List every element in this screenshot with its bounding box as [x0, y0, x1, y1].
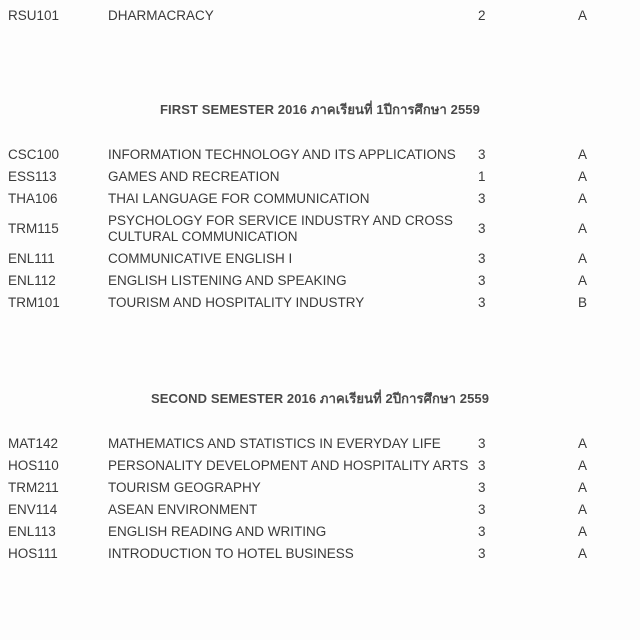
course-title: ENGLISH READING AND WRITING	[108, 524, 327, 539]
table-row	[0, 546, 640, 568]
course-credits: 3	[478, 436, 486, 451]
course-title: INTRODUCTION TO HOTEL BUSINESS	[108, 546, 354, 561]
course-grade: A	[578, 251, 588, 266]
table-row	[0, 295, 640, 317]
table-row	[0, 524, 640, 546]
course-grade: A	[578, 8, 588, 23]
course-credits: 3	[478, 147, 486, 162]
course-grade: B	[578, 295, 588, 310]
course-title: TOURISM AND HOSPITALITY INDUSTRY	[108, 295, 365, 310]
course-title: DHARMACRACY	[108, 8, 214, 23]
course-credits: 3	[478, 191, 486, 206]
course-title: ASEAN ENVIRONMENT	[108, 502, 258, 517]
course-credits: 3	[478, 273, 486, 288]
course-title: INFORMATION TECHNOLOGY AND ITS APPLICATIONS	[108, 147, 456, 162]
course-grade: A	[578, 458, 588, 473]
course-title: COMMUNICATIVE ENGLISH I	[108, 251, 293, 266]
table-row	[0, 436, 640, 458]
course-credits: 2	[478, 8, 486, 23]
course-grade: A	[578, 191, 588, 206]
course-code: THA106	[8, 191, 58, 206]
table-row	[0, 8, 640, 30]
course-code: ENL111	[8, 251, 55, 266]
table-row	[0, 213, 640, 251]
course-code: TRM115	[8, 221, 59, 236]
course-grade: A	[578, 436, 588, 451]
course-credits: 3	[478, 295, 486, 310]
course-title: THAI LANGUAGE FOR COMMUNICATION	[108, 191, 370, 206]
course-title: MATHEMATICS AND STATISTICS IN EVERYDAY LIFE	[108, 436, 441, 451]
table-row	[0, 502, 640, 524]
course-code: TRM101	[8, 295, 60, 310]
course-grade: A	[578, 147, 588, 162]
course-title: ENGLISH LISTENING AND SPEAKING	[108, 273, 347, 288]
course-title: PSYCHOLOGY FOR SERVICE INDUSTRY AND CROSS CULTURAL COMMUNICATION	[108, 213, 453, 244]
course-grade: A	[578, 546, 588, 561]
course-code: CSC100	[8, 147, 60, 162]
table-row	[0, 458, 640, 480]
course-credits: 3	[478, 480, 486, 495]
table-row	[0, 147, 640, 169]
course-credits: 3	[478, 546, 486, 561]
course-code: RSU101	[8, 8, 60, 23]
course-code: ENL113	[8, 524, 56, 539]
course-grade: A	[578, 524, 588, 539]
course-grade: A	[578, 169, 588, 184]
course-credits: 1	[478, 169, 486, 184]
course-code: ENV114	[8, 502, 58, 517]
course-grade: A	[578, 273, 588, 288]
course-title: GAMES AND RECREATION	[108, 169, 280, 184]
semester-heading: FIRST SEMESTER 2016 ภาคเรียนที่ 1ปีการศึกษา 2559	[160, 102, 480, 117]
course-code: HOS111	[8, 546, 58, 561]
course-code: ENL112	[8, 273, 56, 288]
course-code: HOS110	[8, 458, 59, 473]
table-row	[0, 169, 640, 191]
course-grade: A	[578, 480, 588, 495]
course-title: TOURISM GEOGRAPHY	[108, 480, 261, 495]
course-credits: 3	[478, 524, 486, 539]
course-code: ESS113	[8, 169, 57, 184]
course-credits: 3	[478, 458, 486, 473]
table-row	[0, 251, 640, 273]
course-code: MAT142	[8, 436, 59, 451]
table-row	[0, 273, 640, 295]
semester-heading: SECOND SEMESTER 2016 ภาคเรียนที่ 2ปีการศึกษา 2559	[150, 391, 490, 406]
course-grade: A	[578, 502, 588, 517]
course-grade: A	[578, 221, 588, 236]
course-code: TRM211	[8, 480, 59, 495]
table-row	[0, 191, 640, 213]
course-credits: 3	[478, 502, 486, 517]
course-credits: 3	[478, 221, 486, 236]
course-credits: 3	[478, 251, 486, 266]
table-row	[0, 480, 640, 502]
course-title: PERSONALITY DEVELOPMENT AND HOSPITALITY ARTS	[108, 458, 469, 473]
